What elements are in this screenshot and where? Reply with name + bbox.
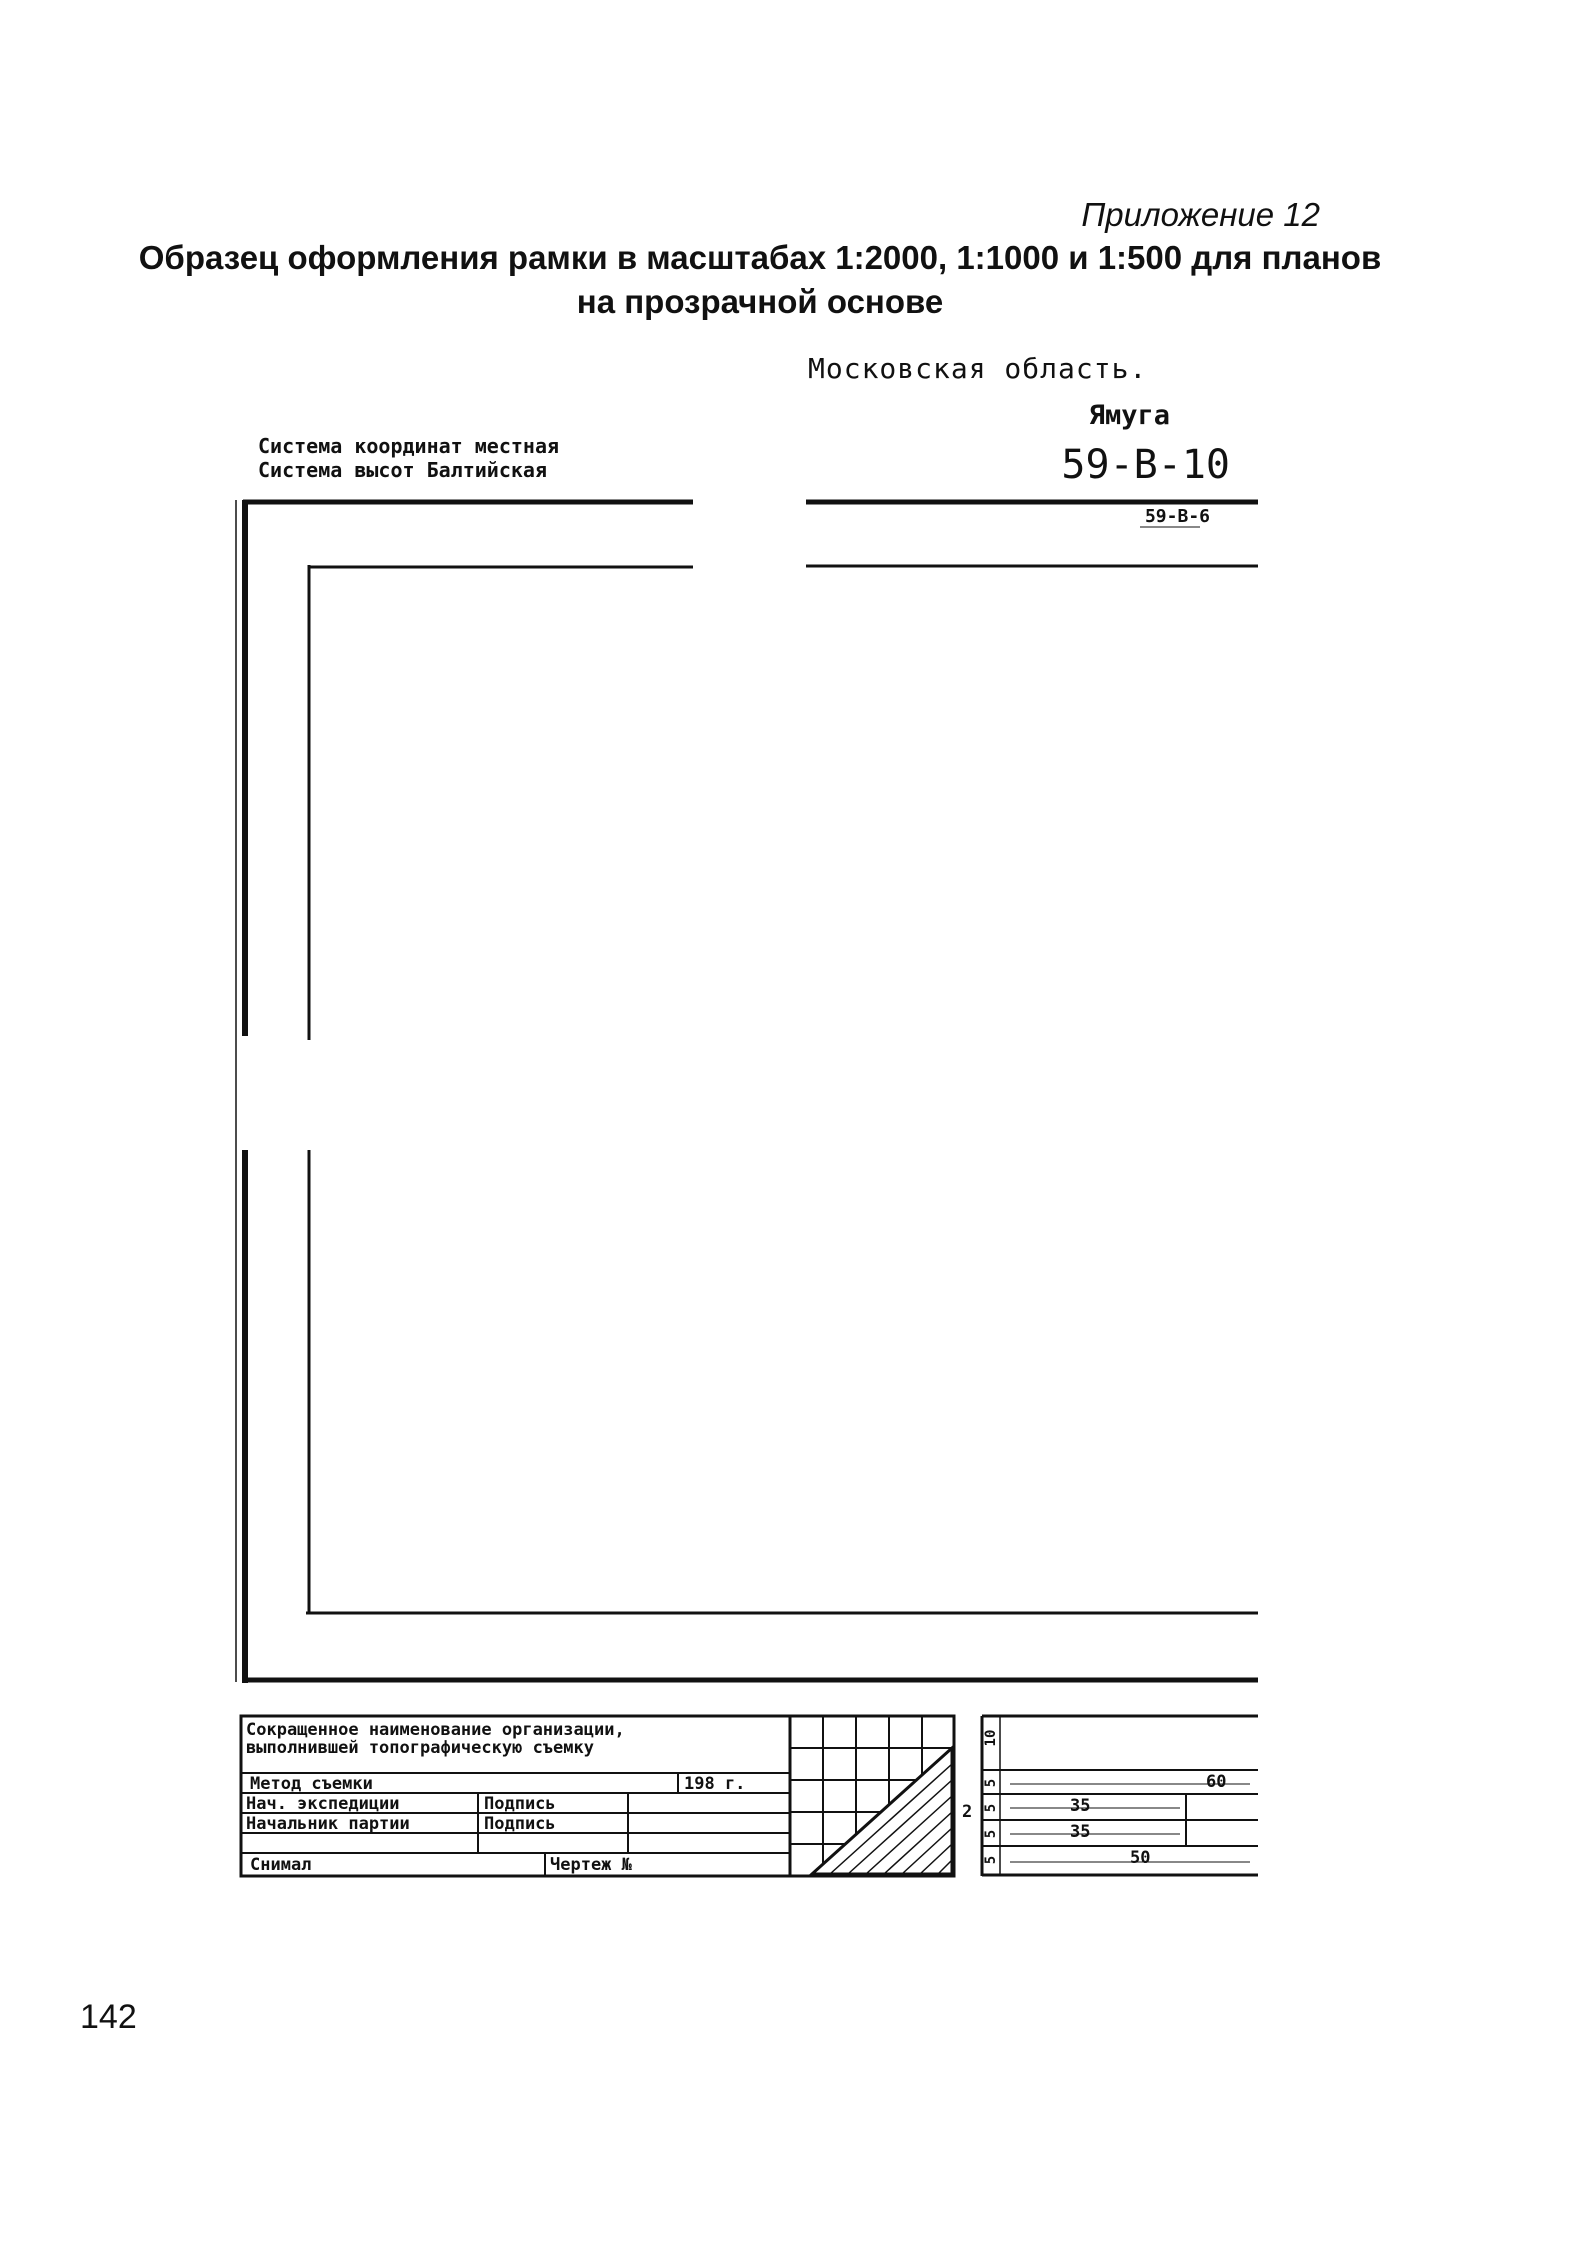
party-head-label: Начальник партии bbox=[246, 1814, 410, 1834]
appendix-label: Приложение 12 bbox=[1081, 196, 1320, 233]
org-name-line-1: Сокращенное наименование организации, bbox=[246, 1720, 625, 1740]
sheet-number: 59-В-10 bbox=[1061, 442, 1230, 488]
place-name: Ямуга bbox=[1088, 400, 1170, 431]
dimension-middle-value: 2 bbox=[962, 1802, 973, 1822]
left-mark-1: 10 bbox=[983, 1729, 999, 1747]
drawing-number-label: Чертеж № bbox=[550, 1855, 632, 1875]
dimension-row2-value: 35 bbox=[1070, 1796, 1091, 1816]
coordinate-system-label: Система координат местная bbox=[258, 434, 560, 458]
page-number: 142 bbox=[80, 1998, 137, 2036]
adjacent-sheet-number: 59-В-6 bbox=[1144, 506, 1210, 527]
title-line-1: Образец оформления рамки в масштабах 1:2000, 1:1000 и 1:500 для планов bbox=[138, 239, 1382, 276]
org-name-line-2: выполнившей топографическую съемку bbox=[246, 1738, 594, 1758]
surveyed-by-label: Снимал bbox=[250, 1855, 312, 1875]
year-label: 198 г. bbox=[684, 1774, 746, 1794]
left-mark-5: 5 bbox=[983, 1855, 999, 1865]
dimension-top-value: 60 bbox=[1206, 1772, 1227, 1792]
survey-method-label: Метод съемки bbox=[250, 1774, 373, 1794]
title-line-2: на прозрачной основе bbox=[576, 283, 944, 320]
left-mark-3: 5 bbox=[983, 1803, 999, 1813]
left-mark-2: 5 bbox=[983, 1778, 999, 1788]
dimension-row3-value: 35 bbox=[1070, 1822, 1091, 1842]
dimension-row4-value: 50 bbox=[1130, 1848, 1151, 1868]
signature-label-1: Подпись bbox=[484, 1794, 556, 1814]
expedition-head-label: Нач. экспедиции bbox=[246, 1794, 400, 1814]
signature-label-2: Подпись bbox=[484, 1814, 556, 1834]
left-mark-4: 5 bbox=[983, 1829, 999, 1839]
height-system-label: Система высот Балтийская bbox=[258, 458, 547, 482]
region-label: Московская область. bbox=[808, 352, 1148, 385]
